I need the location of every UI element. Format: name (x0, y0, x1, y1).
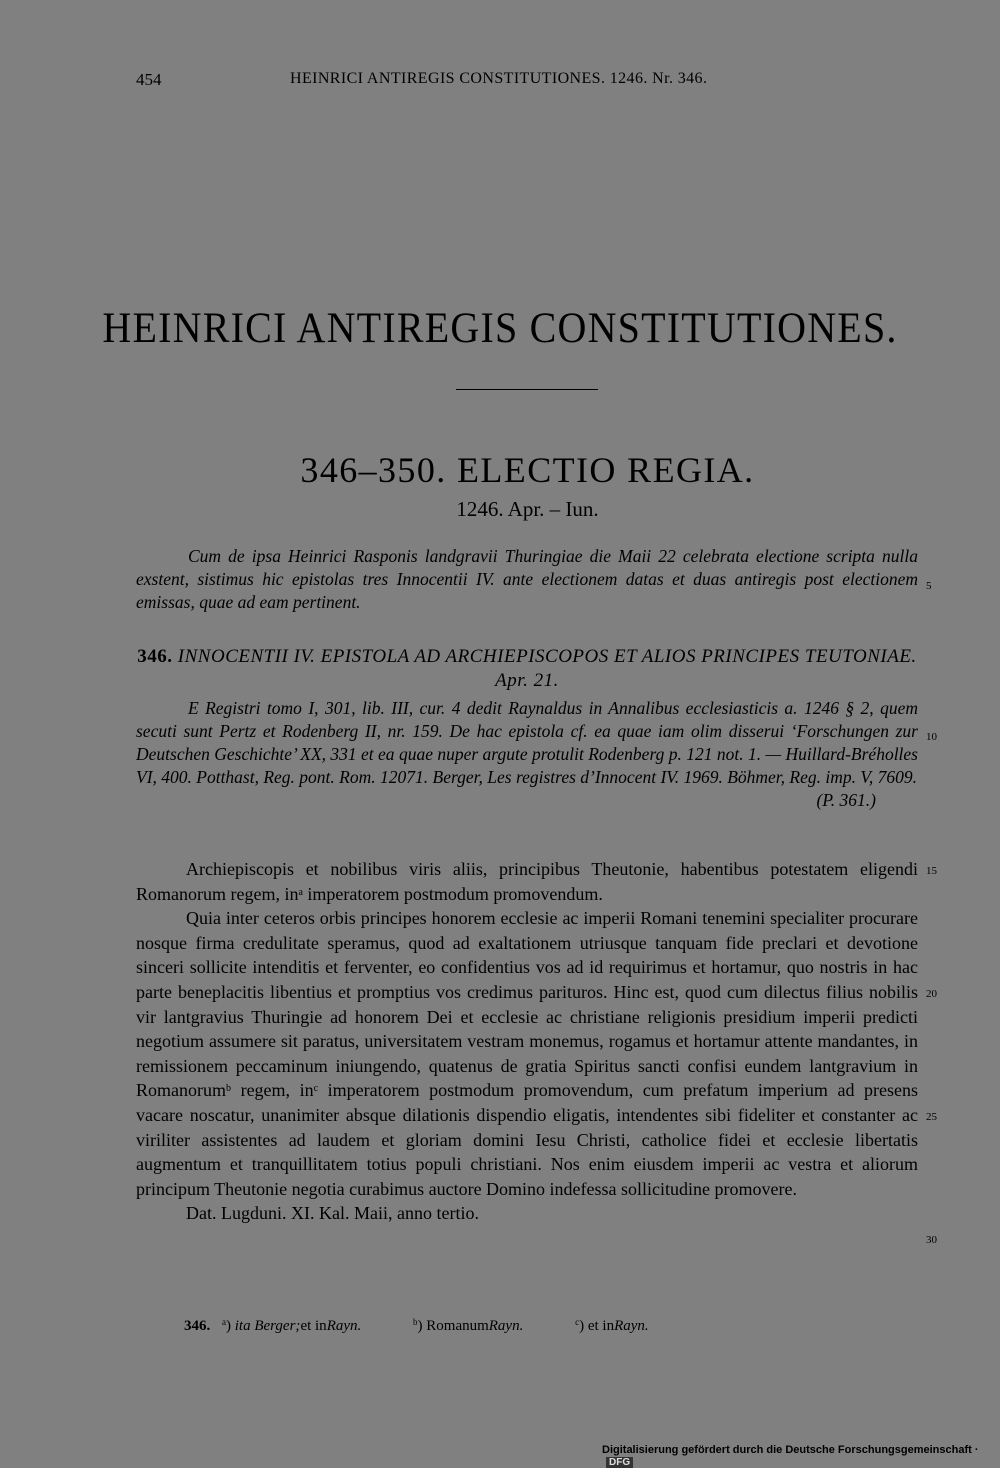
footnote-a-mark: a (222, 1317, 226, 1327)
address-text-a: Archiepiscopis et nobilibus viris aliis, principibus Theutonie, habentibus potestatem eligendi Romanorum regem, in (136, 859, 918, 904)
dfg-logo: DFG (606, 1457, 633, 1468)
footnote-b-mark: b (413, 1317, 418, 1327)
footnote-b-source: Rayn. (488, 1318, 524, 1334)
letter-address (136, 857, 918, 906)
line-number: 15 (926, 865, 937, 877)
footnote-marker-b: b (226, 1083, 231, 1095)
line-number: 25 (926, 1111, 937, 1123)
footnote-reference: 346. (184, 1318, 211, 1334)
line-number: 30 (926, 1234, 937, 1246)
line-number: 20 (926, 988, 937, 1000)
main-title: HEINRICI ANTIREGIS CONSTITUTIONES. (102, 303, 898, 352)
footnotes (184, 1318, 944, 1335)
running-title: HEINRICI ANTIREGIS CONSTITUTIONES. 1246. Nr. 346. (290, 70, 708, 87)
document-title: INNOCENTII IV. EPISTOLA AD ARCHIEPISCOPOS ET ALIOS PRINCIPES TEUTONIAE. Apr. 21. (177, 646, 917, 691)
footnote-marker-a: a (298, 886, 303, 898)
footnote-b: $^b$) RomanumRayn. (413, 1317, 524, 1334)
running-head (136, 70, 936, 92)
line-number: 5 (926, 580, 932, 592)
funding-footer (602, 1444, 1000, 1468)
source-text: E Registri tomo I, 301, lib. III, cur. 4 dedit Raynaldus in Annalibus ecclesiasticis a. 1246 § 2, quem secuti sunt Pertz et Rodenberg II, nr. 159. De hac epistola cf. ea quae iam olim disserui ‘Forschungen zur Deutschen Geschichte’ XX, 331 et ea quae nuper argute protulit Rodenberg p. 121 not. 1. — Huillard-Bréholles VI, 400. Potthast, Reg. pont. Rom. 12071. Berger, Les registres d’Innocent IV. 1969. Böhmer, Reg. imp. V, 7609. (136, 698, 918, 787)
address-text-b: imperatorem postmodum promovendum. (302, 883, 603, 904)
footnote-marker-c: c (313, 1083, 319, 1095)
section-date: 1246. Apr. – Iun. (456, 497, 599, 521)
letter-paragraph (136, 906, 918, 1201)
footnote-b-text: Romanum (426, 1318, 489, 1334)
page-number: 454 (136, 70, 162, 89)
footnote-a-rest: et in (300, 1318, 327, 1334)
title-rule (456, 389, 598, 390)
footnote-a: $^a$) ita Berger;et inRayn. (222, 1317, 362, 1334)
letter-body (136, 857, 918, 1226)
letter-dating: Dat. Lugduni. XI. Kal. Maii, anno tertio. (186, 1203, 479, 1224)
source-note (136, 697, 918, 812)
section-title: 346–350. ELECTIO REGIA. (300, 450, 755, 490)
document-number: 346. (137, 646, 173, 667)
source-sigil: (P. 361.) (816, 790, 876, 810)
paragraph-text-c: imperatorem postmodum promovendum, cum prefatum imperium ad presens vacare noscatur, unanimiter absque dilationis dispendio eligatis, intendentes sibi fideliter et constanter ac viriliter assistentes ad laudem et gloriam domini Iesu Christi, catholice fidei et ecclesie libertatis augmentum et tranquillitatem totius populi christiani. Nos enim eiusdem imperii ac vestra et aliorum principum Theutonie negotia curabimus auctore Domino indefessa sollicitudine promovere. (136, 1080, 918, 1199)
line-number: 10 (926, 731, 937, 743)
paragraph-text-a: Quia inter ceteros orbis principes honorem ecclesie ac imperii Romani tenemini specialiter procurare nosque firma credulitate speramus, quod ad exaltationem utriusque tanquam fide preclari et devotione sinceri sollicite intenditis et ferventer, eo confidentius vos ad id requirimus et hortamur, quo nostris in hac parte beneplacitis libentius et promptius vos credimus parituros. Hinc est, quod cum dilectus filius nobilis vir lantgravius Thuringie ad honorem Dei et ecclesie ac christiane religionis presidium imperii predicti negotium assumere sit paratus, universitatem vestram monemus, rogamus et hortamur attente mandantes, in remissionem peccaminum iniungendo, quatenus de gratia Spiritus sancti confisi eundem lantgravium in Romanorum (136, 908, 918, 1101)
intro-text: Cum de ipsa Heinrici Rasponis landgravii Thuringiae die Maii 22 celebrata electione scripta nulla exstent, sistimus hic epistolas tres Innocentii IV. ante electionem datas et duas antiregis post electionem emissas, quae ad eam pertinent. (136, 546, 918, 612)
footnote-c-mark: c (575, 1317, 580, 1327)
footnote-a-text: ita Berger; (234, 1318, 301, 1334)
paragraph-text-b: regem, in (231, 1080, 314, 1101)
footnote-a-source: Rayn. (326, 1318, 362, 1334)
footer-text: Digitalisierung gefördert durch die Deutsche Forschungsgemeinschaft · (602, 1444, 979, 1456)
footnote-c-source: Rayn. (614, 1318, 649, 1334)
document-heading (136, 645, 918, 693)
footnote-c: $^c$) et inRayn. (575, 1317, 649, 1334)
footnote-c-text: et in (587, 1318, 615, 1334)
